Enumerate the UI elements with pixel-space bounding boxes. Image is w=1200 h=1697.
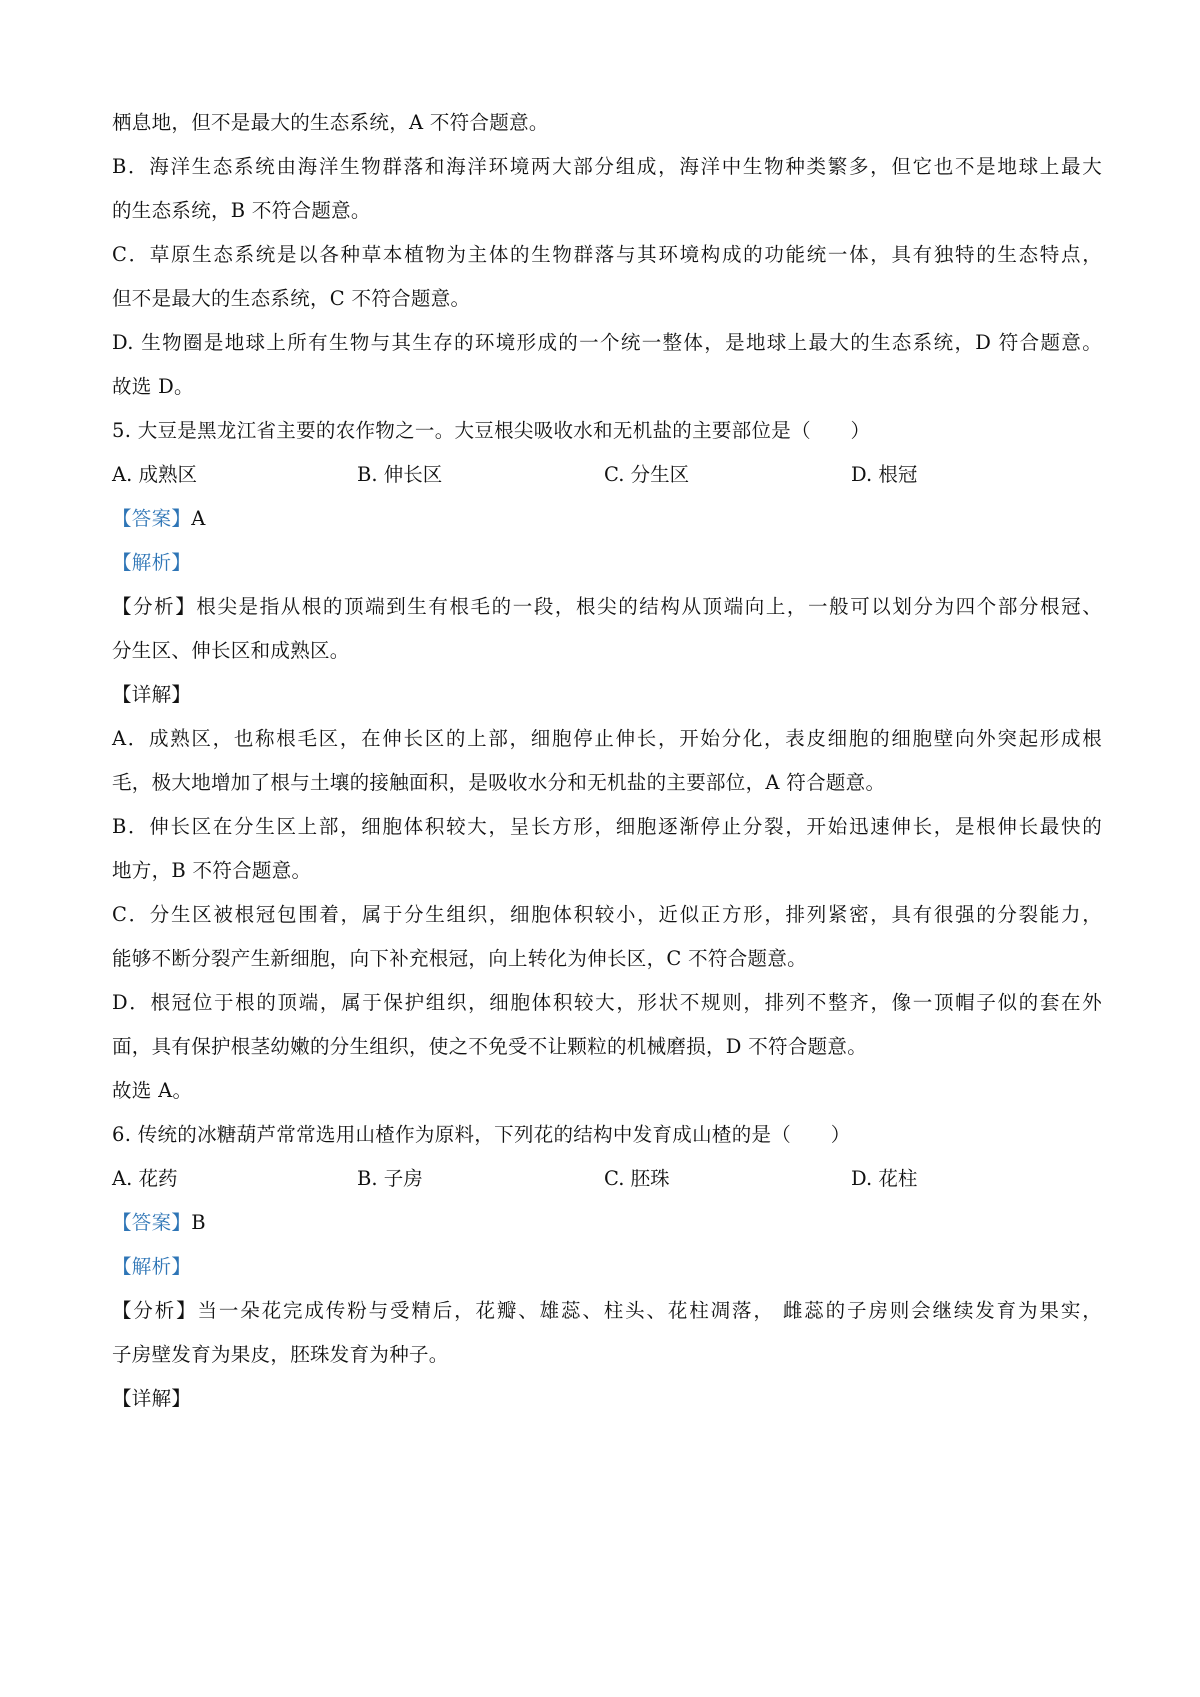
q5-fenxi-line	[112, 592, 1102, 622]
text-line: 故选 D。	[112, 375, 194, 398]
q5-option-c: C. 分生区	[604, 463, 690, 486]
answer-tag: 【答案】	[112, 1211, 192, 1234]
text-line: 地方，B 不符合题意。	[112, 859, 312, 882]
q5-answer	[112, 504, 1102, 534]
q6-option-c: C. 胚珠	[604, 1167, 670, 1190]
text-line: 但不是最大的生态系统，C 不符合题意。	[112, 287, 471, 310]
text-line: 栖息地，但不是最大的生态系统，A 不符合题意。	[112, 111, 549, 134]
q6-answer	[112, 1208, 1102, 1238]
q6-option-b: B. 子房	[357, 1167, 423, 1190]
text-line: 子房壁发育为果皮，胚珠发育为种子。	[112, 1343, 449, 1366]
fenxi-text: 当一朵花完成传粉与受精后，花瓣、雄蕊、柱头、花柱凋落， 雌蕊的子房则会继续发育为果实，	[197, 1299, 1102, 1322]
text-line: C．草原生态系统是以各种草本植物为主体的生物群落与其环境构成的功能统一体，具有独特的生态特点，	[112, 243, 1102, 266]
q5-option-a: A. 成熟区	[112, 463, 197, 486]
text-line: 故选 A。	[112, 1079, 193, 1102]
text-line: 面，具有保护根茎幼嫩的分生组织，使之不免受不让颗粒的机械磨损，D 不符合题意。	[112, 1035, 868, 1058]
q5-detail-tag: 【详解】	[112, 683, 192, 706]
q6-analysis-tag: 【解析】	[112, 1255, 192, 1278]
q6-option-a: A. 花药	[112, 1167, 178, 1190]
text-line: C．分生区被根冠包围着，属于分生组织，细胞体积较小，近似正方形，排列紧密，具有很强的分裂能力，	[112, 903, 1102, 926]
q6-fenxi-line	[112, 1296, 1102, 1326]
fenxi-tag: 【分析】	[112, 1299, 198, 1322]
q6-option-d: D. 花柱	[851, 1167, 918, 1190]
answer-value: A	[191, 507, 206, 530]
text-line: 毛，极大地增加了根与土壤的接触面积，是吸收水分和无机盐的主要部位，A 符合题意。	[112, 771, 886, 794]
fenxi-tag: 【分析】	[112, 595, 197, 618]
text-line: D．根冠位于根的顶端，属于保护组织，细胞体积较大，形状不规则，排列不整齐，像一顶帽子似的套在外	[112, 991, 1102, 1014]
fenxi-text: 根尖是指从根的顶端到生有根毛的一段，根尖的结构从顶端向上，一般可以划分为四个部分根冠、	[196, 595, 1103, 618]
q5-option-b: B. 伸长区	[357, 463, 443, 486]
text-line: B．伸长区在分生区上部，细胞体积较大，呈长方形，细胞逐渐停止分裂，开始迅速伸长，是根伸长最快的	[112, 815, 1102, 838]
question-6-stem: 6. 传统的冰糖葫芦常常选用山楂作为原料，下列花的结构中发育成山楂的是（ ）	[112, 1123, 851, 1146]
answer-tag: 【答案】	[112, 507, 192, 530]
text-line: 的生态系统，B 不符合题意。	[112, 199, 371, 222]
text-line: B．海洋生态系统由海洋生物群落和海洋环境两大部分组成，海洋中生物种类繁多，但它也不是地球上最大	[112, 155, 1102, 178]
q5-analysis-tag: 【解析】	[112, 551, 192, 574]
q6-detail-tag: 【详解】	[112, 1387, 192, 1410]
text-line: D. 生物圈是地球上所有生物与其生存的环境形成的一个统一整体，是地球上最大的生态系统，D 符合题意。	[112, 331, 1102, 354]
answer-value: B	[191, 1211, 206, 1234]
text-line: A．成熟区，也称根毛区，在伸长区的上部，细胞停止伸长，开始分化，表皮细胞的细胞壁向外突起形成根	[112, 727, 1102, 750]
text-line: 分生区、伸长区和成熟区。	[112, 639, 350, 662]
text-line: 能够不断分裂产生新细胞，向下补充根冠，向上转化为伸长区，C 不符合题意。	[112, 947, 807, 970]
q5-option-d: D. 根冠	[851, 463, 918, 486]
question-5-stem: 5. 大豆是黑龙江省主要的农作物之一。大豆根尖吸收水和无机盐的主要部位是（ ）	[112, 419, 871, 442]
